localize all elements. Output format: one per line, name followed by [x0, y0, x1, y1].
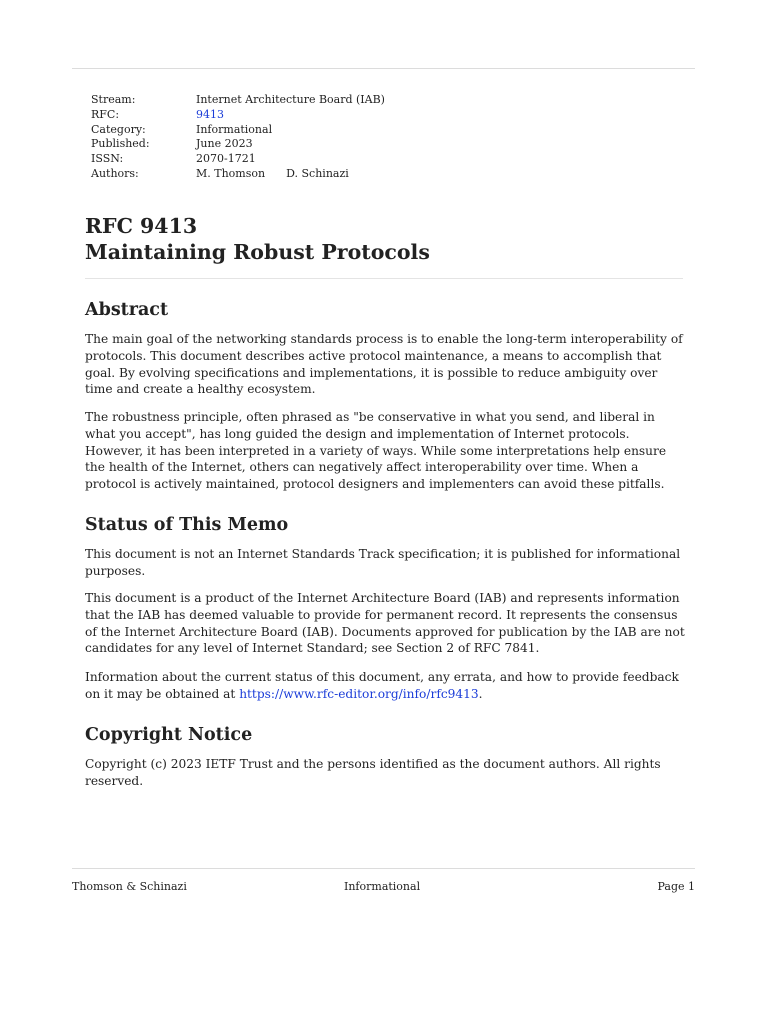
status-memo-info-paragraph	[85, 669, 685, 703]
meta-row-stream	[91, 93, 385, 108]
rfc-number-link[interactable]: 9413	[196, 107, 224, 121]
meta-value-issn: 2070-1721	[196, 152, 256, 166]
rfc-editor-info-link[interactable]: https://www.rfc-editor.org/info/rfc9413	[239, 686, 479, 701]
abstract-paragraph: The robustness principle, often phrased as "be conservative in what you send, and liberal in what you accept", has long guided the design and implementation of Internet protocols. However, it has been interpreted in a variety of ways. While some interpretations help ensure the health of the Internet, others can negatively affect interoperability over time. When a protocol is actively maintained, protocol designers and implementers can avoid these pitfalls.	[85, 410, 667, 492]
meta-label-stream: Stream:	[91, 93, 136, 106]
footer-authors: Thomson & Schinazi	[72, 880, 187, 893]
copyright-heading: Copyright Notice	[85, 725, 253, 745]
meta-label-published: Published:	[91, 137, 150, 151]
top-divider	[72, 68, 695, 69]
abstract-paragraph: The main goal of the networking standards process is to enable the long-term interoperability of protocols. This document describes active protocol maintenance, a means to accomplish that goal. By evolving specifications and implementations, it is possible to reduce ambiguity over time and create a healthy ecosystem.	[85, 332, 683, 397]
footer-divider	[72, 868, 695, 869]
footer-page-number: Page 1	[657, 880, 695, 893]
status-memo-paragraph: This document is a product of the Internet Architecture Board (IAB) and represents information that the IAB has deemed valuable to provide for permanent record. It represents the consensus of the Internet Architecture Board (IAB). Documents approved for publication by the IAB are not candidates for any level of Internet Standard; see Section 2 of RFC 7841.	[85, 591, 685, 656]
meta-value-category: Informational	[196, 122, 273, 136]
status-info-text: Information about the current status of this document, any errata, and how to provide feedback on it may be obtained at	[85, 670, 679, 701]
document-metadata	[91, 93, 385, 182]
meta-row-published	[91, 137, 385, 152]
meta-row-rfc	[91, 108, 385, 123]
document-title	[85, 213, 683, 265]
status-info-suffix: .	[478, 686, 483, 701]
author-name: D. Schinazi	[286, 166, 349, 180]
author-name: M. Thomson	[196, 166, 266, 180]
meta-row-category	[91, 123, 385, 138]
title-divider	[85, 278, 683, 279]
copyright-paragraph: Copyright (c) 2023 IETF Trust and the persons identified as the document authors. All rights reserved.	[85, 757, 661, 788]
rfc-number-title: RFC 9413	[85, 214, 198, 238]
meta-label-rfc: RFC:	[91, 107, 120, 121]
status-memo-paragraph: This document is not an Internet Standards Track specification; it is published for informational purposes.	[85, 547, 681, 578]
rfc-main-title: Maintaining Robust Protocols	[85, 240, 430, 264]
meta-label-issn: ISSN:	[91, 152, 124, 166]
abstract-heading: Abstract	[85, 300, 169, 320]
meta-value-published: June 2023	[196, 137, 253, 151]
status-memo-heading: Status of This Memo	[85, 515, 289, 535]
meta-row-issn	[91, 152, 385, 167]
meta-value-stream: Internet Architecture Board (IAB)	[196, 93, 385, 106]
meta-label-category: Category:	[91, 122, 146, 136]
footer-category: Informational	[344, 880, 421, 893]
meta-row-authors	[91, 167, 385, 182]
meta-label-authors: Authors:	[91, 166, 139, 180]
